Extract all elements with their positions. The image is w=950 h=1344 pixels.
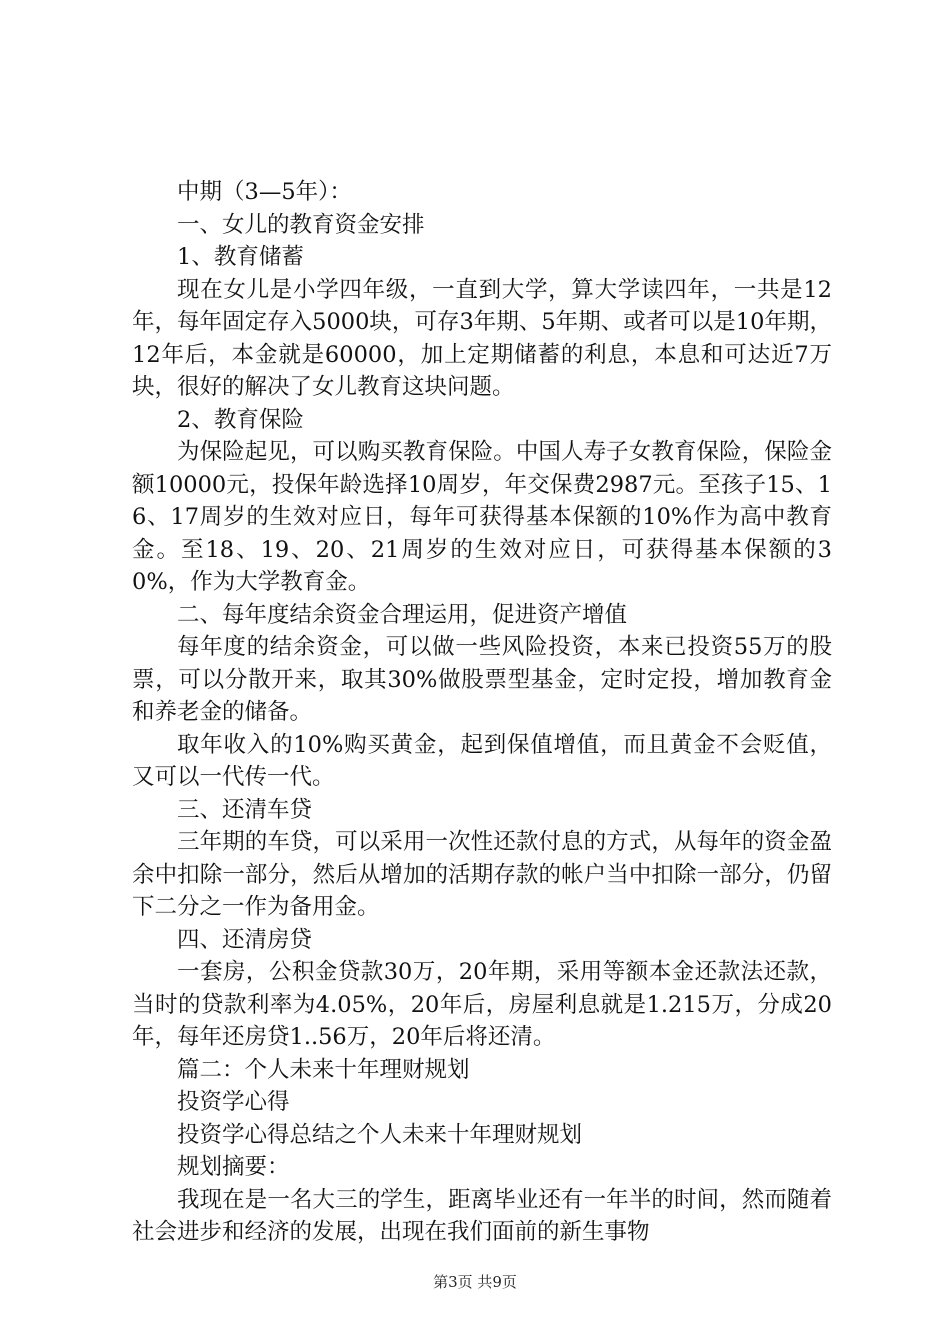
paragraph-education-insurance: 为保险起见，可以购买教育保险。中国人寿子女教育保险，保险金额10000元，投保年龄选择10周岁，年交保费2987元。至孩子15、16、17周岁的生效对应日，每年可获得基本保额的10%作为高中教育金。至18、19、20、21周岁的生效对应日，可获得基本保额的30%，作为大学教育金。 (132, 439, 832, 595)
section-heading-midterm: 中期（3—5年）： (177, 179, 352, 205)
heading-daughter-education-funds: 一、女儿的教育资金安排 (177, 211, 425, 238)
paragraph-plan-abstract: 我现在是一名大三的学生，距离毕业还有一年半的时间，然而随着社会进步和经济的发展，出现在我们面前的新生事物 (132, 1186, 832, 1245)
subheading-education-savings: 1、教育储蓄 (177, 244, 304, 270)
heading-part-two: 篇二：个人未来十年理财规划 (177, 1056, 470, 1083)
subheading-education-insurance: 2、教育保险 (177, 406, 304, 433)
document-body (132, 176, 832, 1249)
paragraph-car-loan: 三年期的车贷，可以采用一次性还款付息的方式，从每年的资金盈余中扣除一部分，然后从增加的活期存款的帐户当中扣除一部分，仍留下二分之一作为备用金。 (132, 829, 832, 920)
heading-investment-notes: 投资学心得 (177, 1089, 290, 1115)
heading-plan-abstract: 规划摘要： (177, 1154, 290, 1180)
paragraph-gold: 取年收入的10%购买黄金，起到保值增值，而且黄金不会贬值，又可以一代传一代。 (132, 731, 832, 790)
heading-annual-surplus: 二、每年度结余资金合理运用，促进资产增值 (177, 601, 628, 628)
heading-investment-summary: 投资学心得总结之个人未来十年理财规划 (177, 1121, 583, 1148)
heading-mortgage: 四、还清房贷 (177, 926, 313, 953)
paragraph-education-savings: 现在女儿是小学四年级，一直到大学，算大学读四年，一共是12年，每年固定存入5000块，可存3年期、5年期、或者可以是10年期，12年后，本金就是60000，加上定期储蓄的利息，本息和可达近7万块，很好的解决了女儿教育这块问题。 (132, 276, 832, 400)
heading-car-loan: 三、还清车贷 (177, 796, 313, 823)
paragraph-annual-surplus: 每年度的结余资金，可以做一些风险投资，本来已投资55万的股票，可以分散开来，取其30%做股票型基金，定时定投，增加教育金和养老金的储备。 (132, 634, 832, 725)
paragraph-mortgage: 一套房，公积金贷款30万，20年期，采用等额本金还款法还款，当时的贷款利率为4.05%，20年后，房屋利息就是1.215万，分成20年，每年还房贷1..56万，20年后将还清。 (132, 959, 832, 1050)
page-number-footer: 第3页 共9页 (433, 1273, 517, 1291)
